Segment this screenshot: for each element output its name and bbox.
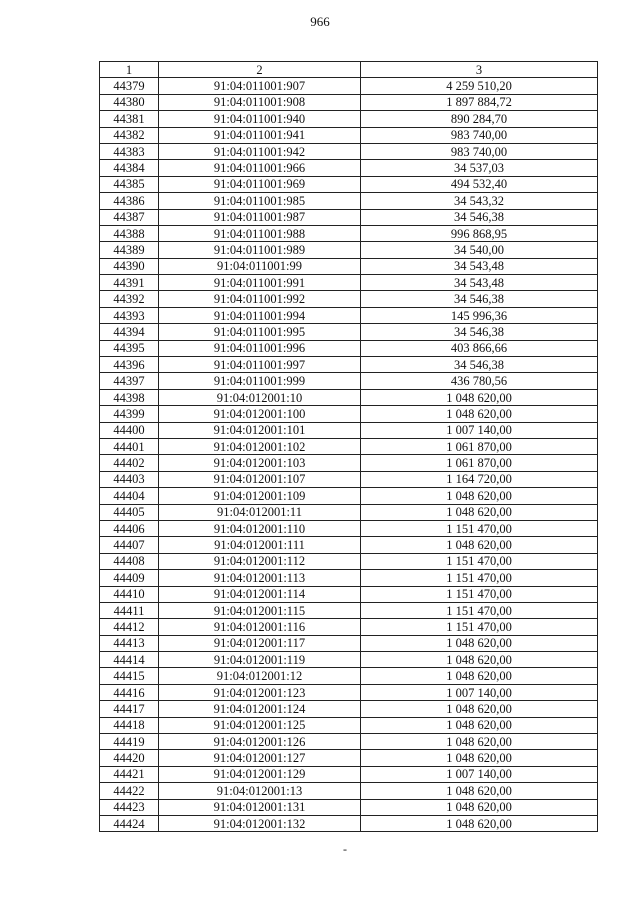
row-number-cell: 44400 (100, 422, 159, 438)
cadastral-number-cell: 91:04:011001:907 (159, 78, 361, 94)
value-cell: 1 151 470,00 (361, 619, 598, 635)
cadastral-number-cell: 91:04:012001:131 (159, 799, 361, 815)
cadastral-number-cell: 91:04:011001:997 (159, 357, 361, 373)
table-row (100, 701, 598, 717)
cadastral-number-cell: 91:04:012001:115 (159, 602, 361, 618)
table-row (100, 570, 598, 586)
page-number: 966 (310, 14, 330, 29)
value-cell: 1 048 620,00 (361, 750, 598, 766)
cadastral-number-cell: 91:04:011001:985 (159, 193, 361, 209)
table-row (100, 619, 598, 635)
cadastral-number-cell: 91:04:012001:12 (159, 668, 361, 684)
value-cell: 145 996,36 (361, 307, 598, 323)
cadastral-number-cell: 91:04:012001:110 (159, 520, 361, 536)
column-header-2: 2 (159, 62, 361, 78)
table-row (100, 668, 598, 684)
value-cell: 1 897 884,72 (361, 94, 598, 110)
value-cell: 890 284,70 (361, 111, 598, 127)
cadastral-number-cell: 91:04:011001:991 (159, 275, 361, 291)
row-number-cell: 44398 (100, 389, 159, 405)
row-number-cell: 44395 (100, 340, 159, 356)
cadastral-number-cell: 91:04:012001:103 (159, 455, 361, 471)
row-number-cell: 44396 (100, 357, 159, 373)
row-number-cell: 44397 (100, 373, 159, 389)
value-cell: 1 048 620,00 (361, 799, 598, 815)
cadastral-number-cell: 91:04:011001:966 (159, 160, 361, 176)
row-number-cell: 44382 (100, 127, 159, 143)
cadastral-number-cell: 91:04:012001:124 (159, 701, 361, 717)
table-row (100, 488, 598, 504)
table-row (100, 815, 598, 831)
row-number-cell: 44407 (100, 537, 159, 553)
table-row (100, 160, 598, 176)
value-cell: 1 151 470,00 (361, 570, 598, 586)
cadastral-number-cell: 91:04:012001:125 (159, 717, 361, 733)
value-cell: 34 543,48 (361, 275, 598, 291)
row-number-cell: 44406 (100, 520, 159, 536)
value-cell: 1 151 470,00 (361, 602, 598, 618)
value-cell: 1 151 470,00 (361, 553, 598, 569)
value-cell: 1 151 470,00 (361, 520, 598, 536)
value-cell: 1 048 620,00 (361, 652, 598, 668)
cadastral-number-cell: 91:04:011001:940 (159, 111, 361, 127)
row-number-cell: 44385 (100, 176, 159, 192)
table-row (100, 471, 598, 487)
table-row (100, 783, 598, 799)
table-row (100, 176, 598, 192)
value-cell: 1 061 870,00 (361, 438, 598, 454)
table-row (100, 553, 598, 569)
table-row (100, 586, 598, 602)
value-cell: 34 546,38 (361, 357, 598, 373)
value-cell: 34 546,38 (361, 324, 598, 340)
value-cell: 1 048 620,00 (361, 537, 598, 553)
value-cell: 1 048 620,00 (361, 389, 598, 405)
registry-table (99, 61, 598, 832)
table-row (100, 340, 598, 356)
value-cell: 1 048 620,00 (361, 815, 598, 831)
value-cell: 1 048 620,00 (361, 701, 598, 717)
row-number-cell: 44383 (100, 143, 159, 159)
row-number-cell: 44418 (100, 717, 159, 733)
column-header-3: 3 (361, 62, 598, 78)
value-cell: 996 868,95 (361, 225, 598, 241)
cadastral-number-cell: 91:04:012001:10 (159, 389, 361, 405)
table-row (100, 684, 598, 700)
value-cell: 34 546,38 (361, 209, 598, 225)
table-row (100, 389, 598, 405)
page-mark: - (343, 842, 347, 856)
row-number-cell: 44393 (100, 307, 159, 323)
value-cell: 403 866,66 (361, 340, 598, 356)
value-cell: 34 540,00 (361, 242, 598, 258)
cadastral-number-cell: 91:04:011001:908 (159, 94, 361, 110)
row-number-cell: 44416 (100, 684, 159, 700)
value-cell: 1 007 140,00 (361, 766, 598, 782)
cadastral-number-cell: 91:04:011001:992 (159, 291, 361, 307)
value-cell: 1 048 620,00 (361, 406, 598, 422)
cadastral-number-cell: 91:04:011001:987 (159, 209, 361, 225)
row-number-cell: 44420 (100, 750, 159, 766)
value-cell: 1 048 620,00 (361, 504, 598, 520)
row-number-cell: 44380 (100, 94, 159, 110)
table-row (100, 717, 598, 733)
cadastral-number-cell: 91:04:012001:111 (159, 537, 361, 553)
cadastral-number-cell: 91:04:012001:102 (159, 438, 361, 454)
table-row (100, 537, 598, 553)
table-body (100, 78, 598, 832)
table-row (100, 422, 598, 438)
row-number-cell: 44405 (100, 504, 159, 520)
cadastral-number-cell: 91:04:012001:101 (159, 422, 361, 438)
cadastral-number-cell: 91:04:012001:112 (159, 553, 361, 569)
cadastral-number-cell: 91:04:011001:994 (159, 307, 361, 323)
value-cell: 34 543,32 (361, 193, 598, 209)
cadastral-number-cell: 91:04:011001:999 (159, 373, 361, 389)
value-cell: 494 532,40 (361, 176, 598, 192)
table-row (100, 94, 598, 110)
value-cell: 1 048 620,00 (361, 488, 598, 504)
value-cell: 34 543,48 (361, 258, 598, 274)
table-row (100, 111, 598, 127)
cadastral-number-cell: 91:04:012001:126 (159, 734, 361, 750)
row-number-cell: 44387 (100, 209, 159, 225)
row-number-cell: 44412 (100, 619, 159, 635)
row-number-cell: 44421 (100, 766, 159, 782)
row-number-cell: 44390 (100, 258, 159, 274)
row-number-cell: 44408 (100, 553, 159, 569)
table-row (100, 324, 598, 340)
cadastral-number-cell: 91:04:012001:107 (159, 471, 361, 487)
cadastral-number-cell: 91:04:011001:996 (159, 340, 361, 356)
cadastral-number-cell: 91:04:012001:127 (159, 750, 361, 766)
value-cell: 1 164 720,00 (361, 471, 598, 487)
table-row (100, 799, 598, 815)
cadastral-number-cell: 91:04:012001:117 (159, 635, 361, 651)
cadastral-number-cell: 91:04:011001:941 (159, 127, 361, 143)
table-row (100, 373, 598, 389)
cadastral-number-cell: 91:04:012001:116 (159, 619, 361, 635)
value-cell: 1 048 620,00 (361, 717, 598, 733)
value-cell: 1 048 620,00 (361, 783, 598, 799)
row-number-cell: 44392 (100, 291, 159, 307)
value-cell: 34 537,03 (361, 160, 598, 176)
row-number-cell: 44419 (100, 734, 159, 750)
cadastral-number-cell: 91:04:012001:123 (159, 684, 361, 700)
cadastral-number-cell: 91:04:011001:942 (159, 143, 361, 159)
table-row (100, 143, 598, 159)
table-row (100, 750, 598, 766)
cadastral-number-cell: 91:04:012001:113 (159, 570, 361, 586)
value-cell: 1 007 140,00 (361, 422, 598, 438)
row-number-cell: 44386 (100, 193, 159, 209)
table-row (100, 209, 598, 225)
column-header-1: 1 (100, 62, 159, 78)
cadastral-number-cell: 91:04:012001:11 (159, 504, 361, 520)
value-cell: 34 546,38 (361, 291, 598, 307)
value-cell: 1 048 620,00 (361, 668, 598, 684)
row-number-cell: 44401 (100, 438, 159, 454)
row-number-cell: 44423 (100, 799, 159, 815)
table-row (100, 406, 598, 422)
table-row (100, 127, 598, 143)
row-number-cell: 44410 (100, 586, 159, 602)
row-number-cell: 44388 (100, 225, 159, 241)
header-row (100, 62, 598, 78)
cadastral-number-cell: 91:04:012001:109 (159, 488, 361, 504)
value-cell: 1 048 620,00 (361, 734, 598, 750)
value-cell: 1 048 620,00 (361, 635, 598, 651)
value-cell: 436 780,56 (361, 373, 598, 389)
row-number-cell: 44399 (100, 406, 159, 422)
row-number-cell: 44389 (100, 242, 159, 258)
cadastral-number-cell: 91:04:012001:129 (159, 766, 361, 782)
value-cell: 983 740,00 (361, 143, 598, 159)
row-number-cell: 44403 (100, 471, 159, 487)
table-row (100, 520, 598, 536)
row-number-cell: 44424 (100, 815, 159, 831)
cadastral-number-cell: 91:04:011001:995 (159, 324, 361, 340)
table-row (100, 455, 598, 471)
row-number-cell: 44422 (100, 783, 159, 799)
row-number-cell: 44394 (100, 324, 159, 340)
table-row (100, 766, 598, 782)
value-cell: 1 151 470,00 (361, 586, 598, 602)
table-row (100, 242, 598, 258)
row-number-cell: 44379 (100, 78, 159, 94)
cadastral-number-cell: 91:04:012001:13 (159, 783, 361, 799)
row-number-cell: 44415 (100, 668, 159, 684)
cadastral-number-cell: 91:04:011001:988 (159, 225, 361, 241)
row-number-cell: 44413 (100, 635, 159, 651)
cadastral-number-cell: 91:04:012001:114 (159, 586, 361, 602)
cadastral-number-cell: 91:04:012001:132 (159, 815, 361, 831)
table-row (100, 635, 598, 651)
table-row (100, 193, 598, 209)
table-row (100, 734, 598, 750)
cadastral-number-cell: 91:04:012001:119 (159, 652, 361, 668)
table-row (100, 258, 598, 274)
cadastral-number-cell: 91:04:011001:989 (159, 242, 361, 258)
row-number-cell: 44404 (100, 488, 159, 504)
table-row (100, 275, 598, 291)
row-number-cell: 44409 (100, 570, 159, 586)
value-cell: 1 007 140,00 (361, 684, 598, 700)
row-number-cell: 44417 (100, 701, 159, 717)
cadastral-number-cell: 91:04:011001:99 (159, 258, 361, 274)
table-row (100, 291, 598, 307)
row-number-cell: 44384 (100, 160, 159, 176)
table-row (100, 652, 598, 668)
table-row (100, 602, 598, 618)
row-number-cell: 44414 (100, 652, 159, 668)
cadastral-number-cell: 91:04:012001:100 (159, 406, 361, 422)
value-cell: 4 259 510,20 (361, 78, 598, 94)
table-row (100, 78, 598, 94)
value-cell: 1 061 870,00 (361, 455, 598, 471)
cadastral-number-cell: 91:04:011001:969 (159, 176, 361, 192)
table-row (100, 307, 598, 323)
row-number-cell: 44391 (100, 275, 159, 291)
row-number-cell: 44411 (100, 602, 159, 618)
value-cell: 983 740,00 (361, 127, 598, 143)
row-number-cell: 44402 (100, 455, 159, 471)
row-number-cell: 44381 (100, 111, 159, 127)
table-row (100, 225, 598, 241)
table-row (100, 357, 598, 373)
table-row (100, 438, 598, 454)
table-row (100, 504, 598, 520)
